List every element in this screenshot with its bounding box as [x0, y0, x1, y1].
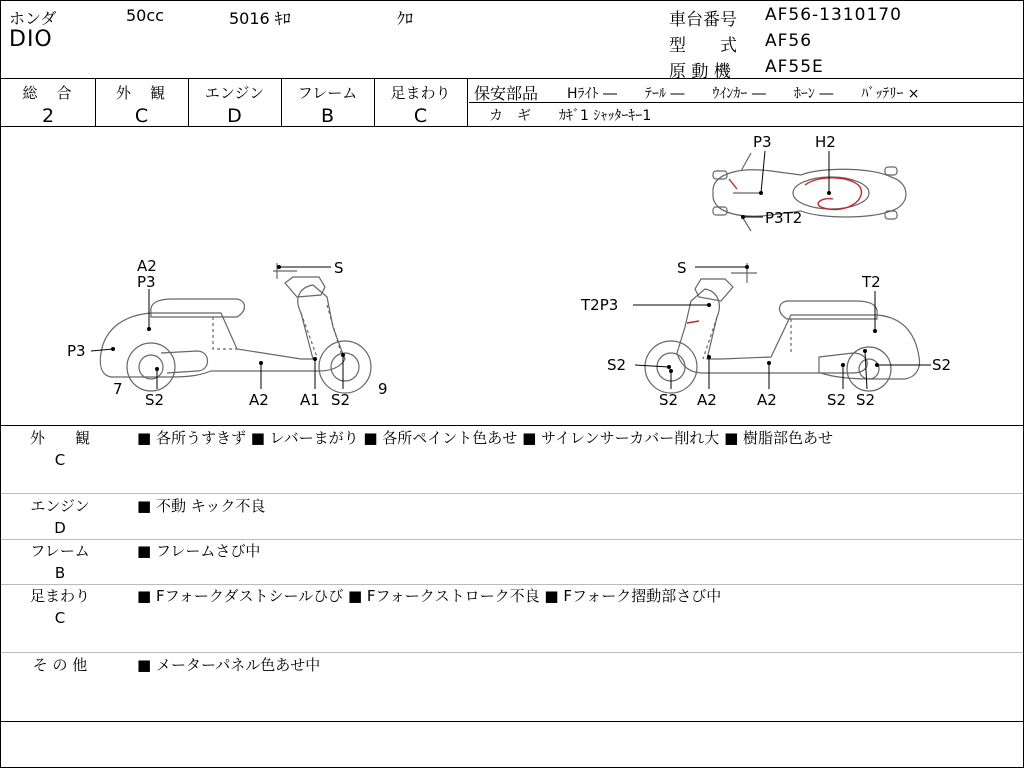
divider: [1, 721, 1023, 722]
divider: [1, 652, 1023, 653]
color: ｸﾛ: [397, 9, 414, 28]
leader-lines: [91, 151, 931, 389]
label-right-s2-left: S2: [607, 356, 627, 374]
grade-engine: エンジン D: [204, 84, 265, 127]
marker-dots: [111, 191, 879, 373]
remark-exterior-text: ■ 各所うすきず ■ レバーまがり ■ 各所ペイント色あせ ■ サイレンサーカバー削れ大 ■ 樹脂部色あせ: [137, 429, 834, 447]
label-right-a2-a: A2: [697, 391, 717, 409]
grade-exterior: 外 観 C: [115, 84, 167, 127]
maker: ホンダ: [9, 9, 57, 28]
label-left-a2-b: A2: [249, 391, 269, 409]
label-left-9: 9: [378, 380, 388, 398]
displacement: 50cc: [126, 6, 164, 25]
remark-frame-text: ■ フレームさび中: [137, 542, 261, 560]
remark-frame-label: フレーム B: [30, 542, 90, 582]
label-left-p3-side: P3: [67, 342, 86, 360]
label-top-p3: P3: [753, 133, 772, 151]
grade-frame: フレーム B: [297, 84, 358, 127]
divider: [1, 493, 1023, 494]
safety-label: 保安部品: [474, 84, 539, 103]
grade-suspension: 足まわり C: [390, 84, 451, 127]
damage-diagram: [1, 127, 1023, 425]
label-right-a2-b: A2: [757, 391, 777, 409]
safety-parts: Hﾗｲﾄ ― ﾃｰﾙ ― ｳｲﾝｶｰ ― ﾎｰﾝ ― ﾊﾞｯﾃﾘｰ ×: [567, 86, 920, 102]
label-left-a2: A2: [137, 257, 157, 275]
label-right-t2p3: T2P3: [581, 296, 619, 314]
remark-other-text: ■ メーターパネル色あせ中: [137, 656, 321, 674]
type-label: 型 式: [669, 36, 737, 56]
label-right-s2-right: S2: [932, 356, 952, 374]
frame-no-label: 車台番号: [669, 10, 737, 30]
remark-engine-text: ■ 不動 キック不良: [137, 497, 266, 515]
divider: [1, 425, 1023, 426]
label-left-a1: A1: [300, 391, 320, 409]
model-name: DIO: [9, 27, 53, 52]
remark-suspension-text: ■ Fフォークダストシールひび ■ Fフォークストローク不良 ■ Fフォーク摺動部さび中: [137, 587, 722, 605]
label-left-7: 7: [113, 380, 123, 398]
label-left-p3-top: P3: [137, 273, 156, 291]
label-right-s-top: S: [677, 259, 687, 277]
remark-suspension-label: 足まわり C: [29, 587, 90, 627]
type-value: AF56: [765, 31, 813, 51]
label-right-s2-a: S2: [659, 391, 679, 409]
label-left-s2-a: S2: [145, 391, 165, 409]
label-top-h2: H2: [815, 133, 836, 151]
label-top-p3t2: P3T2: [765, 209, 803, 227]
frame-no: AF56-1310170: [765, 5, 902, 25]
remark-engine-label: エンジン D: [30, 497, 90, 537]
remark-other-label: そ の 他: [32, 656, 88, 674]
engine-label: 原 動 機: [669, 62, 731, 82]
label-left-s2-b: S2: [331, 391, 351, 409]
mileage: 5016 ｷﾛ: [229, 9, 291, 28]
remark-exterior-label: 外 観 C: [29, 429, 90, 469]
scooter-top-view: [713, 153, 906, 231]
label-right-s2-b: S2: [827, 391, 847, 409]
label-right-s2-c: S2: [856, 391, 876, 409]
grade-overall: 総 合 2: [22, 84, 74, 127]
divider: [467, 78, 468, 126]
label-right-t2: T2: [862, 273, 881, 291]
engine-value: AF55E: [765, 57, 824, 77]
keys: カ ギ ｶｷﾞ1 ｼｬｯﾀｰｷｰ1: [489, 108, 652, 124]
label-left-s-top: S: [334, 259, 344, 277]
